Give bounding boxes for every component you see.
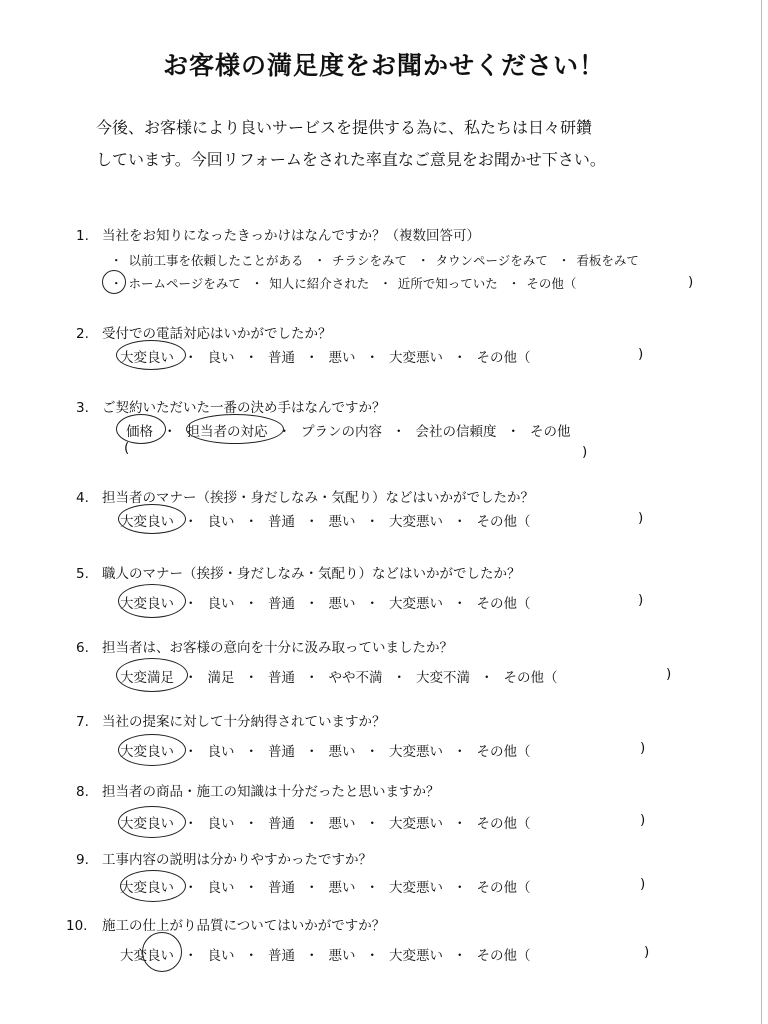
question-text: 受付での電話対応はいかがでしたか？: [102, 326, 332, 342]
option[interactable]: 悪い: [328, 514, 356, 530]
option[interactable]: 会社の信頼度: [415, 424, 497, 440]
answer-options: 大変良い ・ 良い ・ 普通 ・ 悪い ・ 大変悪い ・ その他（: [120, 514, 531, 530]
intro-line-2: しています。今回リフォームをされた率直なご意見をお聞かせ下さい。: [96, 150, 606, 169]
question-text: 施工の仕上がり品質についてはいかがですか？: [102, 918, 386, 934]
question-number: 8.: [76, 784, 89, 800]
paren-close: ): [640, 812, 646, 828]
option[interactable]: 大変悪い: [389, 880, 443, 896]
option[interactable]: 良い: [207, 948, 235, 964]
question-text: 担当者は、お客様の意向を十分に汲み取っていましたか？: [102, 640, 453, 656]
option[interactable]: 悪い: [328, 596, 356, 612]
paren-close: ): [666, 666, 672, 682]
option[interactable]: 普通: [268, 880, 295, 896]
question-number: 4.: [76, 490, 89, 506]
option[interactable]: 普通: [268, 596, 295, 612]
option-selected[interactable]: 大変良い: [120, 514, 174, 530]
option[interactable]: タウンページをみて: [435, 253, 548, 268]
option[interactable]: 大変不満: [416, 670, 470, 686]
option[interactable]: その他（: [476, 744, 531, 760]
answer-options: 大変満足 ・ 満足 ・ 普通 ・ やや不満 ・ 大変不満 ・ その他（: [120, 670, 558, 686]
option[interactable]: 良い: [207, 744, 235, 760]
option-selected[interactable]: 担当者の対応: [186, 424, 268, 440]
answer-options: 大変良い ・ 良い ・ 普通 ・ 悪い ・ 大変悪い ・ その他（: [120, 350, 531, 366]
question-number: 5.: [76, 566, 89, 582]
option[interactable]: 大変悪い: [389, 948, 443, 964]
question-text: 担当者の商品・施工の知識は十分だったと思いますか？: [102, 784, 440, 800]
option-selected[interactable]: 大変良い: [120, 744, 174, 760]
option[interactable]: その他（: [476, 816, 531, 832]
question-text: 当社の提案に対して十分納得されていますか？: [102, 714, 386, 730]
option[interactable]: 以前工事を依頼したことがある: [128, 253, 304, 268]
paren-open: (: [124, 440, 130, 456]
q1-options-row-2: ・ ホームページをみて ・ 知人に紹介された ・ 近所で知っていた ・ その他（: [110, 276, 577, 291]
option[interactable]: 看板をみて: [576, 253, 639, 268]
question-text: 職人のマナー（挨拶・身だしなみ・気配り）などはいかがでしたか？: [102, 566, 521, 582]
option-selected[interactable]: 大変良い: [120, 816, 174, 832]
option[interactable]: 大変悪い: [389, 350, 443, 366]
paren-close: ): [640, 740, 646, 756]
option[interactable]: その他（: [476, 880, 531, 896]
answer-options: 大変良い ・ 良い ・ 普通 ・ 悪い ・ 大変悪い ・ その他（: [120, 816, 531, 832]
option[interactable]: その他（: [476, 596, 531, 612]
option[interactable]: その他（: [476, 350, 531, 366]
question-text: 担当者のマナー（挨拶・身だしなみ・気配り）などはいかがでしたか？: [102, 490, 534, 506]
paren-close: ): [644, 944, 650, 960]
answer-options: 大変良い ・ 良い ・ 普通 ・ 悪い ・ 大変悪い ・ その他（: [120, 948, 531, 964]
option[interactable]: その他（: [476, 948, 531, 964]
paren-close: ): [638, 592, 644, 608]
option[interactable]: その他（: [503, 670, 558, 686]
option[interactable]: 大変悪い: [389, 596, 443, 612]
option[interactable]: 良い: [207, 596, 235, 612]
option-selected[interactable]: 大変良い: [120, 596, 174, 612]
answer-options: 大変良い ・ 良い ・ 普通 ・ 悪い ・ 大変悪い ・ その他（: [120, 880, 531, 896]
option[interactable]: 良い: [207, 350, 235, 366]
option[interactable]: 大変悪い: [389, 744, 443, 760]
option[interactable]: 普通: [268, 350, 295, 366]
paren-close: ): [638, 510, 644, 526]
option-selected[interactable]: 大変良い: [120, 948, 174, 964]
question-number: 10.: [66, 918, 88, 934]
question-number: 1.: [76, 228, 89, 244]
option[interactable]: 普通: [268, 816, 295, 832]
q1-options-row-1: ・ 以前工事を依頼したことがある ・ チラシをみて ・ タウンページをみて ・ 看板をみて: [110, 253, 639, 268]
option[interactable]: 普通: [268, 670, 295, 686]
option-selected[interactable]: ホームページをみて: [128, 276, 241, 291]
option[interactable]: 良い: [207, 880, 235, 896]
option[interactable]: 悪い: [328, 880, 356, 896]
option[interactable]: 普通: [268, 744, 295, 760]
question-number: 6.: [76, 640, 89, 656]
paren-close: ): [640, 876, 646, 892]
option[interactable]: 近所で知っていた: [397, 276, 498, 291]
option[interactable]: その他: [530, 424, 571, 440]
page-title: お客様の満足度をお聞かせください！: [162, 51, 605, 80]
option[interactable]: 悪い: [328, 816, 356, 832]
paren-close: ): [688, 274, 694, 290]
intro-line-1: 今後、お客様により良いサービスを提供する為に、私たちは日々研鑽: [96, 118, 593, 137]
option[interactable]: その他（: [526, 276, 577, 291]
option[interactable]: 知人に紹介された: [269, 276, 370, 291]
paren-close: ): [582, 444, 588, 460]
option[interactable]: 普通: [268, 514, 295, 530]
answer-options: 価格 ・ 担当者の対応 ・ プランの内容 ・ 会社の信頼度 ・ その他: [126, 424, 571, 440]
question-number: 7.: [76, 714, 89, 730]
paren-close: ): [638, 346, 644, 362]
option[interactable]: 良い: [207, 816, 235, 832]
answer-options: 大変良い ・ 良い ・ 普通 ・ 悪い ・ 大変悪い ・ その他（: [120, 744, 531, 760]
option-selected[interactable]: 価格: [126, 424, 153, 440]
option[interactable]: 満足: [207, 670, 235, 686]
option[interactable]: 良い: [207, 514, 235, 530]
option-selected[interactable]: 大変良い: [120, 880, 174, 896]
question-text: 工事内容の説明は分かりやすかったですか？: [102, 852, 372, 868]
option[interactable]: チラシをみて: [332, 253, 408, 268]
option[interactable]: やや不満: [328, 670, 383, 686]
option[interactable]: 悪い: [328, 350, 356, 366]
option-selected[interactable]: 大変良い: [120, 350, 174, 366]
answer-options: 大変良い ・ 良い ・ 普通 ・ 悪い ・ 大変悪い ・ その他（: [120, 596, 531, 612]
option[interactable]: 普通: [268, 948, 295, 964]
question-number: 2.: [76, 326, 89, 342]
scan-edge: [761, 0, 762, 1024]
option[interactable]: 悪い: [328, 948, 356, 964]
intro-text: [96, 112, 696, 176]
option-selected[interactable]: 大変満足: [120, 670, 174, 686]
option[interactable]: 悪い: [328, 744, 356, 760]
option[interactable]: その他（: [476, 514, 531, 530]
option[interactable]: 大変悪い: [389, 816, 443, 832]
question-text: 当社をお知りになったきっかけはなんですか？（複数回答可）: [102, 228, 480, 244]
question-number: 3.: [76, 400, 89, 416]
option[interactable]: プランの内容: [301, 424, 382, 440]
option[interactable]: 大変悪い: [389, 514, 443, 530]
question-text: ご契約いただいた一番の決め手はなんですか？: [102, 400, 386, 416]
question-number: 9.: [76, 852, 89, 868]
